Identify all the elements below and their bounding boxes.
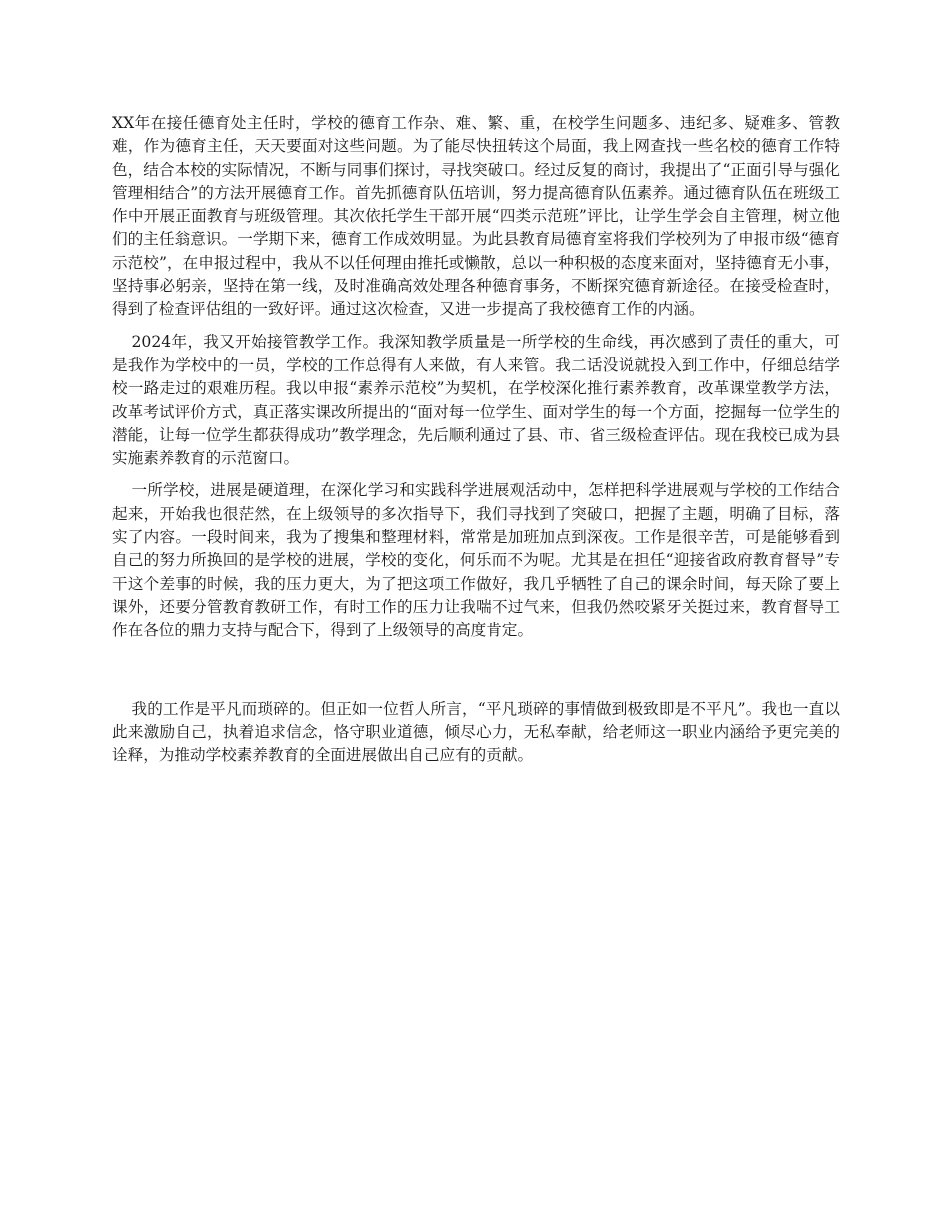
paragraph-teaching-work: 2024年，我又开始接管教学工作。我深知教学质量是一所学校的生命线，再次感到了责任的重大，可是我作为学校中的一员，学校的工作总得有人来做，有人来管。我二话没说就投入到工作中，仔细总结学校一路走过的艰难历程。我以申报“素养示范校”为契机，在学校深化推行素养教育，改革课堂教学方法，改革考试评价方式，真正落实课改所提出的“面对每一位学生、面对学生的每一个方面，挖掘每一位学生的潜能，让每一位学生都获得成功”教学理念，先后顺利通过了县、市、省三级检查评估。现在我校已成为县实施素养教育的示范窗口。 (112, 332, 840, 468)
paragraph-spacer (112, 643, 840, 698)
document-body (112, 112, 840, 767)
paragraph-spacer (112, 470, 840, 479)
paragraph-moral-education: XX年在接任德育处主任时，学校的德育工作杂、难、繁、重，在校学生问题多、违纪多、疑难多、管教难，作为德育主任，天天要面对这些问题。为了能尽快扭转这个局面，我上网查找一些名校的德育工作特色，结合本校的实际情况，不断与同事们探讨，寻找突破口。经过反复的商讨，我提出了“正面引导与强化管理相结合”的方法开展德育工作。首先抓德育队伍培训，努力提高德育队伍素养。通过德育队伍在班级工作中开展正面教育与班级管理。其次依托学生干部开展“四类示范班”评比，让学生学会自主管理，树立他们的主任翁意识。一学期下来，德育工作成效明显。为此县教育局德育室将我们学校列为了申报市级“德育示范校”，在申报过程中，我从不以任何理由推托或懒散，总以一种积极的态度来面对，坚持德育无小事，坚持事必躬亲，坚持在第一线，及时准确高效处理各种德育事务，不断探究德育新途径。在接受检查时，得到了检查评估组的一致好评。通过这次检查，又进一步提高了我校德育工作的内涵。 (112, 114, 840, 319)
paragraph-conclusion: 我的工作是平凡而琐碎的。但正如一位哲人所言，“平凡琐碎的事情做到极致即是不平凡”。我也一直以此来激励自己，执着追求信念，恪守职业道德，倾尽心力，无私奉献，给老师这一职业内涵给予更完美的诠释，为推动学校素养教育的全面进展做出自己应有的贡献。 (112, 699, 840, 765)
paragraph-spacer (112, 322, 840, 331)
paragraph-school-development: 一所学校，进展是硬道理，在深化学习和实践科学进展观活动中，怎样把科学进展观与学校的工作结合起来，开始我也很茫然，在上级领导的多次指导下，我们寻找到了突破口，把握了主题，明确了目标，落实了内容。一段时间来，我为了搜集和整理材料，常常是加班加点到深夜。工作是很辛苦，可是能够看到自己的努力所换回的是学校的进展，学校的变化，何乐而不为呢。尤其是在担任“迎接省政府教育督导”专干这个差事的时候，我的压力更大，为了把这项工作做好，我几乎牺牲了自己的课余时间，每天除了要上课外，还要分管教育教研工作，有时工作的压力让我喘不过气来，但我仍然咬紧牙关挺过来，教育督导工作在各位的鼎力支持与配合下，得到了上级领导的高度肯定。 (112, 481, 840, 640)
